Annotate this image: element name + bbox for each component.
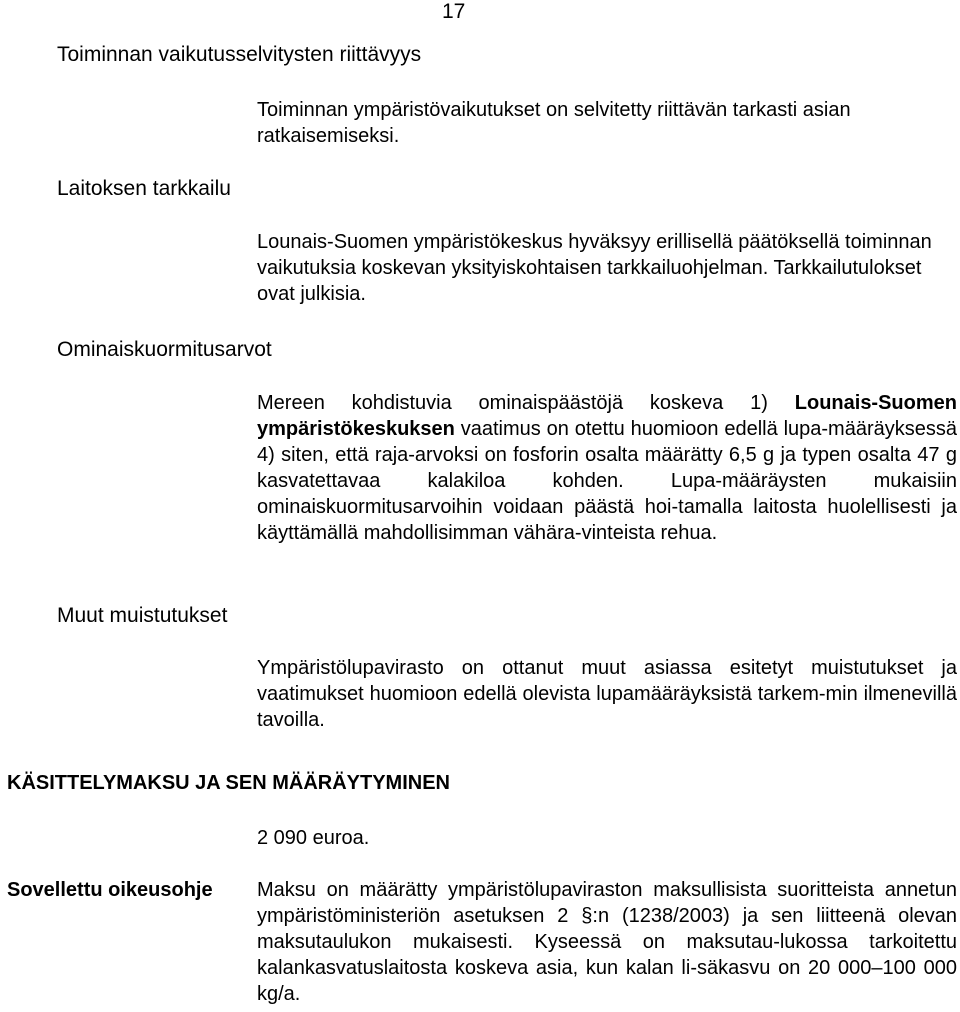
page-number: 17 (442, 0, 466, 23)
section-label-muut: Muut muistutukset (57, 604, 228, 627)
section-label-tarkkailu: Laitoksen tarkkailu (57, 177, 231, 200)
kasittelymaksu-amount: 2 090 euroa. (257, 827, 370, 849)
ominaiskuormitus-text-end: vaatimus on otettu huomioon edellä lupa-määräyksessä 4) siten, että raja-arvoksi on fosforin osalta määrätty 6,5 g ja typen osalta 47 g kasvatettavaa kalakiloa kohden. Lupa-määräysten mukaisiin ominaiskuormitusarvoihin voidaan päästä hoi-tamalla laitosta huolellisesti ja käyttämällä mahdollisimman vähära-vinteista rehua. (257, 418, 957, 544)
section-heading-kasittelymaksu: KÄSITTELYMAKSU JA SEN MÄÄRÄYTYMINEN (7, 772, 450, 794)
section-text-vaikutusselvitys: Toiminnan ympäristövaikutukset on selvitetty riittävän tarkasti asian ratkaisemiseksi. (257, 99, 851, 147)
section-label-ominaiskuormitus: Ominaiskuormitusarvot (57, 338, 272, 361)
section-label-vaikutusselvitys: Toiminnan vaikutusselvitysten riittävyys (57, 43, 422, 66)
section-text-muut: Ympäristölupavirasto on ottanut muut asiassa esitetyt muistutukset ja vaatimukset huomioon edellä olevista lupamääräyksistä tarkem-min ilmenevillä tavoilla. (257, 657, 957, 731)
section-text-tarkkailu: Lounais-Suomen ympäristökeskus hyväksyy erillisellä päätöksellä toiminnan vaikutuksia koskevan yksityiskohtaisen tarkkailuohjelman. Tarkkailutulokset ovat julkisia. (257, 231, 932, 305)
section-text-ominaiskuormitus (257, 390, 957, 546)
ominaiskuormitus-text-start: Mereen kohdistuvia ominaispäästöjä koskeva 1) (257, 392, 795, 414)
sovellettu-oikeusohje-label: Sovellettu oikeusohje (7, 879, 213, 901)
sovellettu-oikeusohje-text: Maksu on määrätty ympäristölupaviraston maksullisista suoritteista annetun ympäristöministeriön asetuksen 2 §:n (1238/2003) ja sen liitteenä olevan maksutaulukon mukaisesti. Kyseessä on maksutau-lukossa tarkoitettu kalankasvatuslaitosta koskeva asia, kun kalan li-säkasvu on 20 000–100 000 kg/a. (257, 879, 957, 1005)
ominaiskuormitus-text-bold: Lounais-Suomen ympäristökeskuksen (257, 392, 957, 440)
